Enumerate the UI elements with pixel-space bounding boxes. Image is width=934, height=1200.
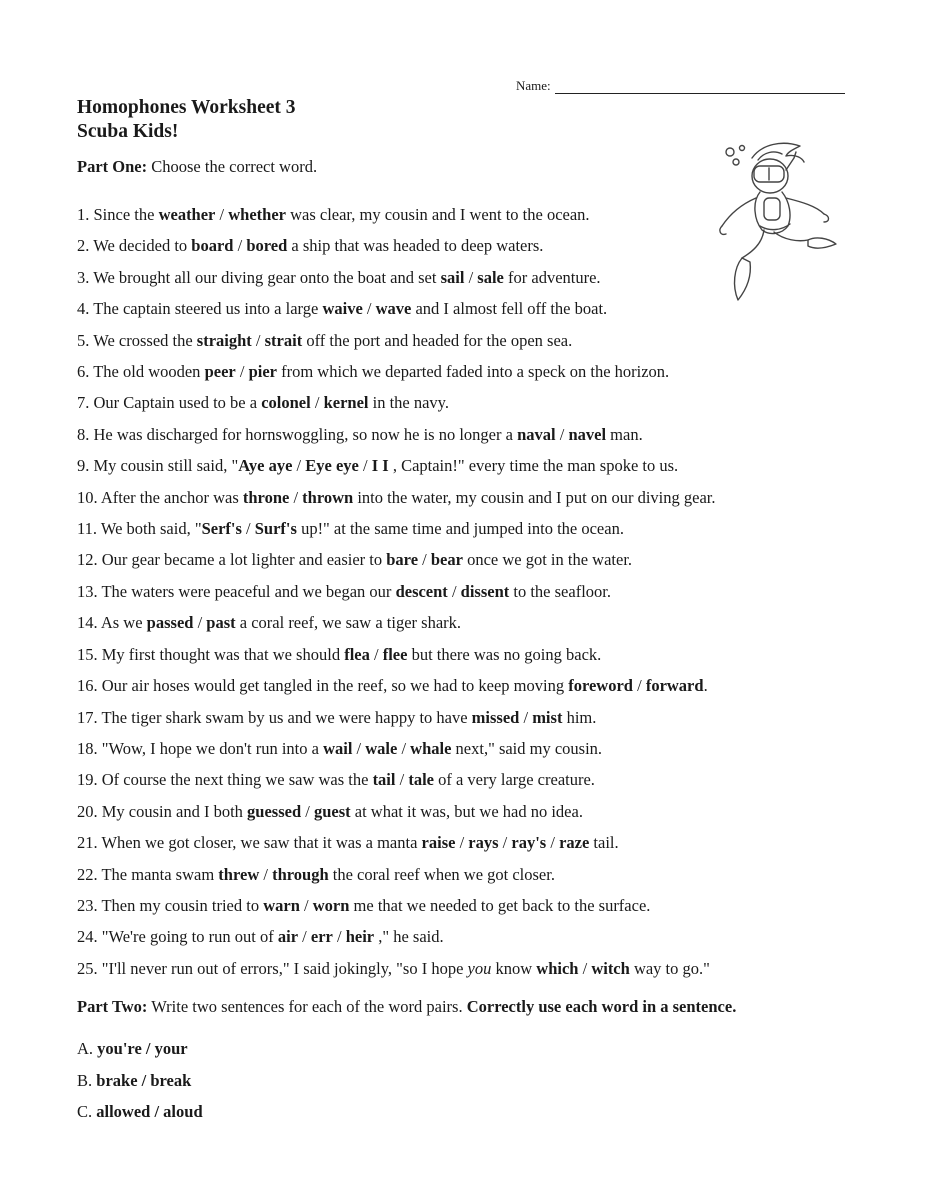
question-text: / xyxy=(464,267,478,287)
question-text: to the seafloor. xyxy=(509,581,611,601)
question-item xyxy=(77,859,716,890)
question-item xyxy=(77,921,716,952)
question-text: / xyxy=(241,519,255,539)
question-text: 18. "Wow, I hope we don't run into a xyxy=(77,738,324,758)
question-text: / xyxy=(362,299,376,319)
question-text: but there was no going back. xyxy=(407,644,602,664)
word-choice[interactable]: through xyxy=(272,864,329,884)
question-text: / xyxy=(519,707,533,727)
word-choice[interactable]: pier xyxy=(248,362,277,382)
question-text: / xyxy=(369,644,383,664)
word-choice[interactable]: bored xyxy=(246,236,288,256)
part-one-instruction: Choose the correct word. xyxy=(151,157,318,176)
word-choice[interactable]: wale xyxy=(365,738,398,758)
word-choice[interactable]: flea xyxy=(344,644,370,664)
question-text: . xyxy=(703,676,708,696)
word-choice[interactable]: missed xyxy=(471,707,520,727)
word-choice[interactable]: sail xyxy=(440,267,465,287)
question-text: 2. We decided to xyxy=(77,236,192,256)
question-text: / xyxy=(310,393,324,413)
question-text: / xyxy=(215,205,229,224)
word-choice[interactable]: wave xyxy=(375,299,412,319)
question-text: / xyxy=(299,895,313,915)
word-choice[interactable]: whether xyxy=(228,205,286,224)
name-field[interactable] xyxy=(516,78,845,94)
part-one-questions xyxy=(77,199,716,984)
word-choice[interactable]: guessed xyxy=(247,801,302,821)
question-item xyxy=(77,230,716,261)
question-text: 5. We crossed the xyxy=(77,330,197,350)
word-choice[interactable]: dissent xyxy=(460,581,510,601)
word-choice[interactable]: whale xyxy=(410,738,452,758)
question-text: once we got in the water. xyxy=(462,550,633,570)
question-text: / xyxy=(498,833,512,853)
question-text: 15. My first thought was that we should xyxy=(77,644,345,664)
question-text: next," said my cousin. xyxy=(451,738,603,758)
part-two-instruction: Write two sentences for each of the word pairs. xyxy=(151,997,463,1016)
word-pair-item xyxy=(77,1065,203,1097)
word-pair-letter: B. xyxy=(77,1070,93,1090)
question-text: ," he said. xyxy=(374,927,444,947)
question-text: / xyxy=(233,236,247,256)
question-text: know xyxy=(491,958,537,978)
question-text: / xyxy=(358,456,372,476)
question-text: 22. The manta swam xyxy=(77,864,219,884)
question-text: in the navy. xyxy=(368,393,449,413)
question-item xyxy=(77,293,716,324)
question-item xyxy=(77,764,716,795)
word-pair-item xyxy=(77,1033,203,1065)
word-choice[interactable]: waive xyxy=(322,299,363,319)
question-text: up!" at the same time and jumped into the ocean. xyxy=(296,519,624,539)
question-text: from which we departed faded into a speck on the horizon. xyxy=(276,362,670,382)
question-item xyxy=(77,827,716,858)
part-one-label: Part One: xyxy=(77,157,148,176)
question-text: / xyxy=(546,833,560,853)
question-text: 16. Our air hoses would get tangled in the reef, so we had to keep moving xyxy=(77,676,569,696)
question-text: man. xyxy=(606,424,643,444)
word-pair-letter: A. xyxy=(77,1039,94,1058)
word-pair-item xyxy=(77,1096,203,1128)
question-item xyxy=(77,419,716,450)
question-text: him. xyxy=(562,707,597,727)
word-choice[interactable]: descent xyxy=(395,581,448,601)
question-text: 21. When we got closer, we saw that it was a manta xyxy=(77,833,422,853)
question-text: / xyxy=(352,738,366,758)
word-pair-words: allowed / aloud xyxy=(96,1102,203,1121)
question-text: 4. The captain steered us into a large xyxy=(77,299,323,319)
part-two-instruction-bold: Correctly use each word in a sentence. xyxy=(466,997,737,1016)
question-text: 1. Since the xyxy=(77,205,159,224)
word-choice[interactable]: guest xyxy=(313,801,351,821)
name-blank-line[interactable] xyxy=(555,81,845,94)
question-item xyxy=(77,953,716,984)
question-item xyxy=(77,670,716,701)
question-text: 9. My cousin still said, " xyxy=(77,456,239,476)
question-item xyxy=(77,733,716,764)
word-choice[interactable]: worn xyxy=(312,895,350,915)
question-text: / xyxy=(578,958,592,978)
word-choice[interactable]: Eye eye xyxy=(305,456,359,476)
question-text: / xyxy=(301,801,314,821)
question-text: 13. The waters were peaceful and we began our xyxy=(77,581,396,601)
question-text: tail. xyxy=(589,833,619,853)
question-text: a ship that was headed to deep waters. xyxy=(287,236,544,256)
question-item xyxy=(77,450,716,481)
question-item xyxy=(77,890,716,921)
question-text: / xyxy=(418,550,431,570)
scuba-diver-illustration xyxy=(712,140,842,310)
word-choice[interactable]: thrown xyxy=(302,487,354,507)
part-two-label: Part Two: xyxy=(77,997,148,1016)
question-text: 11. We both said, " xyxy=(77,519,202,539)
question-item xyxy=(77,262,716,293)
question-text: / xyxy=(292,456,306,476)
part-two-heading xyxy=(77,996,736,1018)
word-choice[interactable]: rays xyxy=(468,833,499,853)
word-choice[interactable]: bear xyxy=(430,550,463,570)
word-choice[interactable]: tale xyxy=(408,770,434,790)
question-item xyxy=(77,639,716,670)
word-choice[interactable]: air xyxy=(277,927,299,947)
word-choice[interactable]: naval xyxy=(517,424,556,444)
question-item xyxy=(77,702,716,733)
question-text: 25. "I'll never run out of errors," I said jokingly, "so I hope xyxy=(77,958,468,978)
word-choice[interactable]: past xyxy=(206,613,236,633)
word-choice[interactable]: navel xyxy=(568,424,607,444)
question-text: 20. My cousin and I both xyxy=(77,801,248,821)
question-text: / xyxy=(259,864,273,884)
question-text: 14. As we xyxy=(77,613,147,633)
word-choice[interactable]: warn xyxy=(263,895,300,915)
question-text: 19. Of course the next thing we saw was the xyxy=(77,770,373,790)
question-text: a coral reef, we saw a tiger shark. xyxy=(235,613,462,633)
word-choice[interactable]: colonel xyxy=(261,393,311,413)
question-text: / xyxy=(555,424,569,444)
word-choice[interactable]: wail xyxy=(323,738,353,758)
question-text: and I almost fell off the boat. xyxy=(411,299,608,319)
word-choice[interactable]: raise xyxy=(421,833,456,853)
word-choice[interactable]: tail xyxy=(372,770,396,790)
name-label: Name: xyxy=(516,78,551,93)
question-text: / xyxy=(298,927,311,947)
question-item xyxy=(77,199,716,230)
question-text: off the port and headed for the open sea. xyxy=(302,330,573,350)
question-item xyxy=(77,576,716,607)
word-pair-letter: C. xyxy=(77,1102,93,1121)
word-choice[interactable]: threw xyxy=(218,864,260,884)
question-text: / xyxy=(235,362,249,382)
question-text: / xyxy=(251,330,265,350)
word-choice[interactable]: foreword xyxy=(568,676,633,696)
word-choice[interactable]: straight xyxy=(196,330,252,350)
word-choice[interactable]: flee xyxy=(382,644,408,664)
question-text: 23. Then my cousin tried to xyxy=(77,895,264,915)
question-text: the coral reef when we got closer. xyxy=(328,864,555,884)
question-text: of a very large creature. xyxy=(433,770,595,790)
question-text: at what it was, but we had no idea. xyxy=(350,801,583,821)
word-choice[interactable]: kernel xyxy=(323,393,369,413)
word-choice[interactable]: witch xyxy=(591,958,630,978)
word-choice[interactable]: Aye aye xyxy=(238,456,293,476)
question-text: / xyxy=(632,676,646,696)
word-choice[interactable]: bare xyxy=(386,550,419,570)
question-text: way to go." xyxy=(629,958,710,978)
question-item xyxy=(77,356,716,387)
word-choice[interactable]: sale xyxy=(477,267,504,287)
question-item xyxy=(77,482,716,513)
question-text: 6. The old wooden xyxy=(77,362,205,382)
word-pair-words: brake / break xyxy=(96,1070,192,1090)
question-text: 17. The tiger shark swam by us and we were happy to have xyxy=(77,707,472,727)
question-text: / xyxy=(332,927,346,947)
word-choice[interactable]: Serf's xyxy=(201,519,242,539)
question-text: 10. After the anchor was xyxy=(77,487,243,507)
question-text: / xyxy=(397,738,411,758)
word-pair-words: you're / your xyxy=(97,1039,188,1058)
word-choice[interactable]: forward xyxy=(645,676,704,696)
word-choice[interactable]: heir xyxy=(345,927,375,947)
question-item xyxy=(77,325,716,356)
word-choice[interactable]: which xyxy=(536,958,579,978)
question-text: 24. "We're going to run out of xyxy=(77,927,278,947)
word-choice[interactable]: I I xyxy=(371,456,389,476)
question-text: 3. We brought all our diving gear onto the boat and set xyxy=(77,267,441,287)
worksheet-subtitle: Scuba Kids! xyxy=(77,121,179,142)
word-choice[interactable]: ray's xyxy=(511,833,547,853)
word-choice[interactable]: weather xyxy=(158,205,216,224)
question-item xyxy=(77,544,716,575)
word-choice[interactable]: Surf's xyxy=(254,519,297,539)
worksheet-title: Homophones Worksheet 3 xyxy=(77,97,296,118)
word-choice[interactable]: passed xyxy=(146,613,194,633)
question-text: , Captain!" every time the man spoke to us. xyxy=(388,456,679,476)
question-text: was clear, my cousin and I went to the ocean. xyxy=(285,205,590,224)
word-choice[interactable]: strait xyxy=(264,330,303,350)
word-choice[interactable]: err xyxy=(310,927,333,947)
question-text: 12. Our gear became a lot lighter and easier to xyxy=(77,550,387,570)
question-text: into the water, my cousin and I put on our diving gear. xyxy=(353,487,716,507)
question-text: / xyxy=(447,581,461,601)
question-text: / xyxy=(289,487,303,507)
question-text: / xyxy=(455,833,469,853)
word-choice[interactable]: peer xyxy=(204,362,236,382)
question-text: / xyxy=(395,770,409,790)
question-text: 8. He was discharged for hornswoggling, so now he is no longer a xyxy=(77,424,518,444)
question-item xyxy=(77,796,716,827)
word-choice[interactable]: mist xyxy=(532,707,563,727)
question-item xyxy=(77,513,716,544)
part-two-word-pairs xyxy=(77,1033,203,1128)
question-text: you xyxy=(467,958,492,978)
question-text: / xyxy=(193,613,207,633)
question-item xyxy=(77,607,716,638)
part-one-heading xyxy=(77,156,317,178)
question-text: me that we needed to get back to the surface. xyxy=(349,895,651,915)
question-text: 7. Our Captain used to be a xyxy=(77,393,262,413)
word-choice[interactable]: raze xyxy=(559,833,590,853)
word-choice[interactable]: throne xyxy=(242,487,290,507)
word-choice[interactable]: board xyxy=(191,236,234,256)
question-item xyxy=(77,387,716,418)
question-text: for adventure. xyxy=(503,267,601,287)
